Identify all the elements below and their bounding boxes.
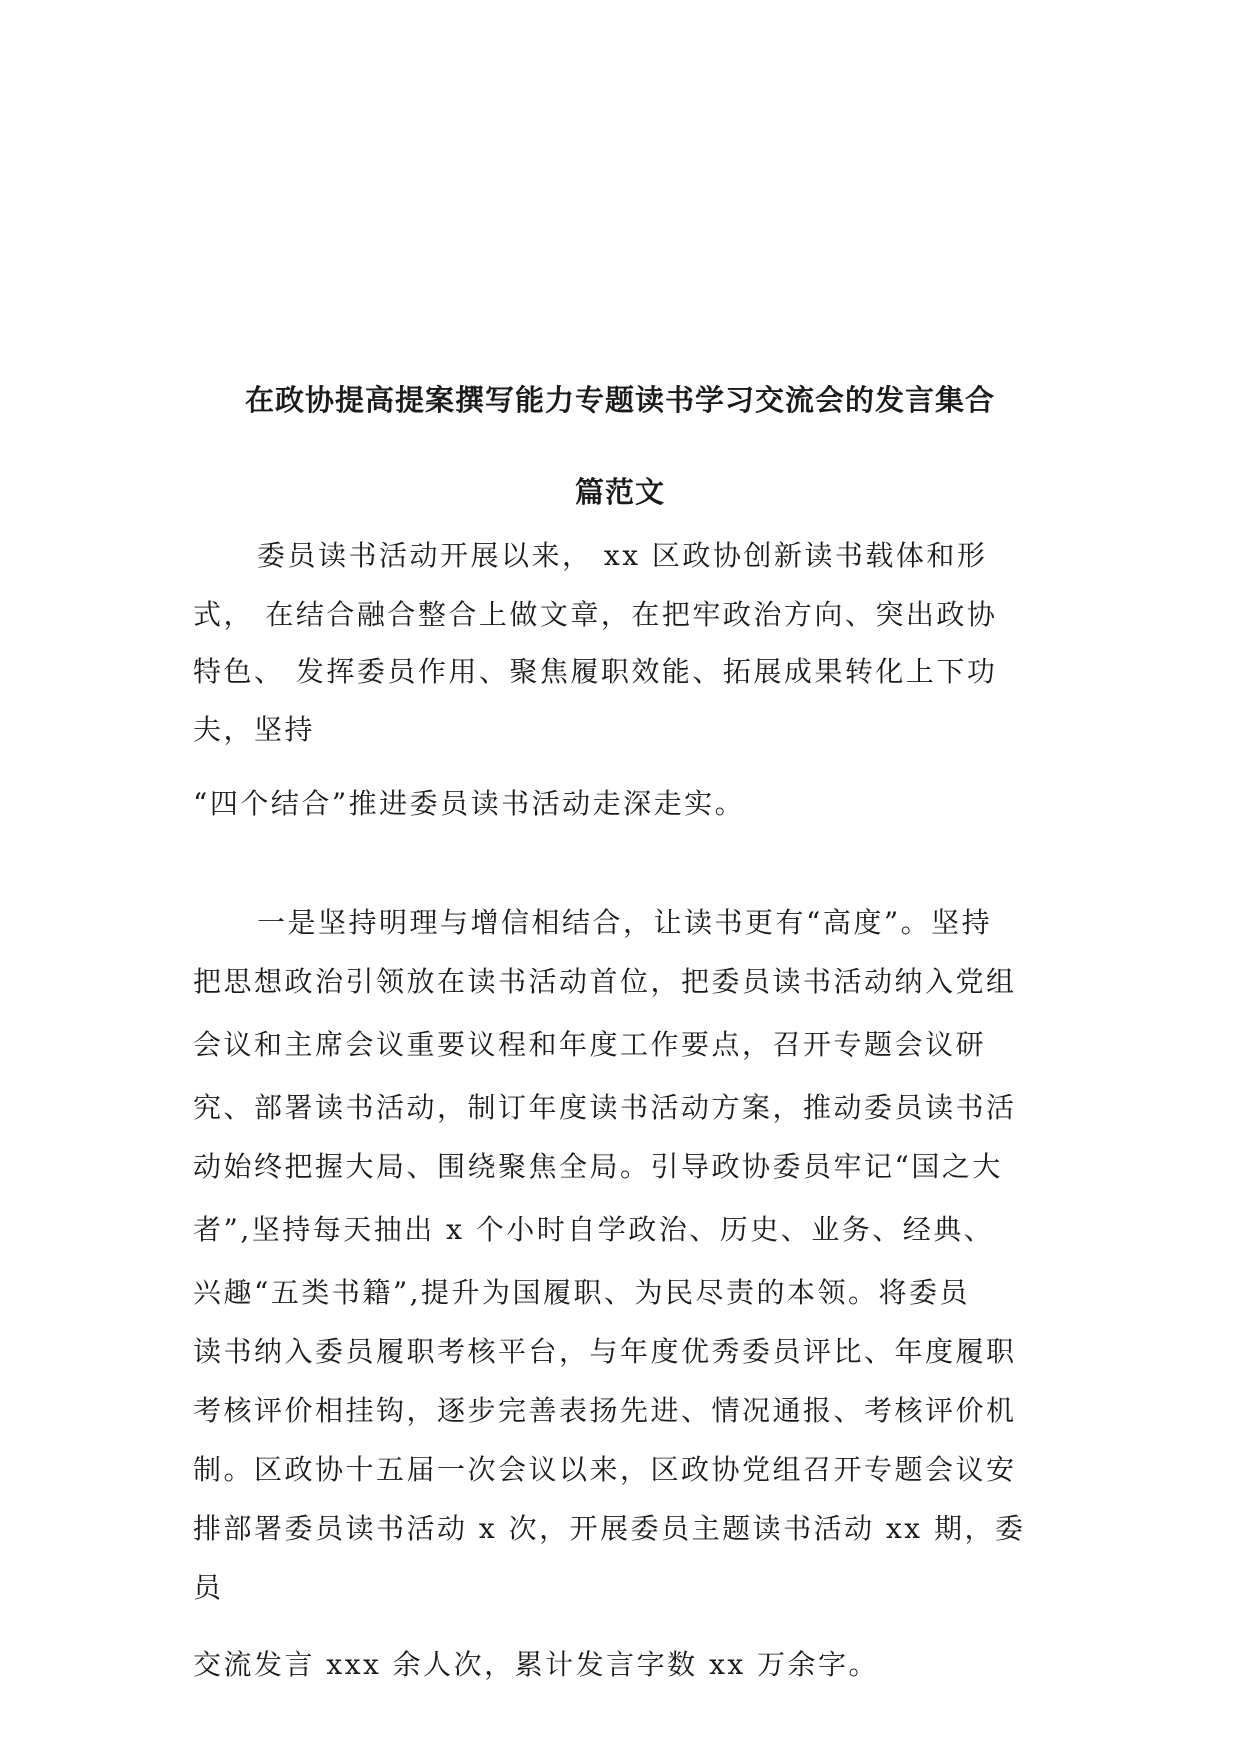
paragraph-line: 制。区政协十五届一次会议以来，区政协党组召开专题会议安 (193, 1453, 1017, 1486)
paragraph-line: 者”,坚持每天抽出 x 个小时自学政治、历史、业务、经典、 (193, 1213, 995, 1246)
paragraph-line: 究、部署读书活动，制订年度读书活动方案，推动委员读书活 (193, 1091, 1017, 1124)
paragraph-line: 读书纳入委员履职考核平台，与年度优秀委员评比、年度履职 (193, 1335, 1017, 1368)
document-title-line-1: 在政协提高提案撰写能力专题读书学习交流会的发言集合 (244, 383, 995, 417)
paragraph-line: 会议和主席会议重要议程和年度工作要点，召开专题会议研 (193, 1028, 987, 1061)
paragraph-line: 特色、 发挥委员作用、聚焦履职效能、拓展成果转化上下功 (193, 655, 998, 688)
paragraph-line: 考核评价相挂钩，逐步完善表扬先进、情况通报、考核评价机 (193, 1394, 1017, 1427)
paragraph-line: 把思想政治引领放在读书活动首位，把委员读书活动纳入党组 (193, 965, 1017, 998)
paragraph-line: “四个结合”推进委员读书活动走深走实。 (193, 787, 746, 820)
paragraph-line: 兴趣“五类书籍”,提升为国履职、为民尽责的本领。将委员 (193, 1276, 971, 1309)
paragraph-line: 排部署委员读书活动 x 次，开展委员主题读书活动 xx 期，委 (193, 1512, 1026, 1545)
document-title-line-2: 篇范文 (574, 475, 665, 509)
paragraph-line: 动始终把握大局、围绕聚焦全局。引导政协委员牢记“国之大 (193, 1150, 1003, 1183)
paragraph-line: 委员读书活动开展以来， xx 区政协创新读书载体和形 (257, 539, 988, 572)
paragraph-line: 夫，坚持 (193, 713, 316, 746)
paragraph-line: 交流发言 xxx 余人次，累计发言字数 xx 万余字。 (193, 1648, 880, 1681)
paragraph-line: 式， 在结合融合整合上做文章，在把牢政治方向、突出政协 (193, 598, 998, 631)
paragraph-line: 一是坚持明理与增信相结合，让读书更有“高度”。坚持 (257, 906, 993, 939)
paragraph-line: 员 (193, 1571, 224, 1604)
